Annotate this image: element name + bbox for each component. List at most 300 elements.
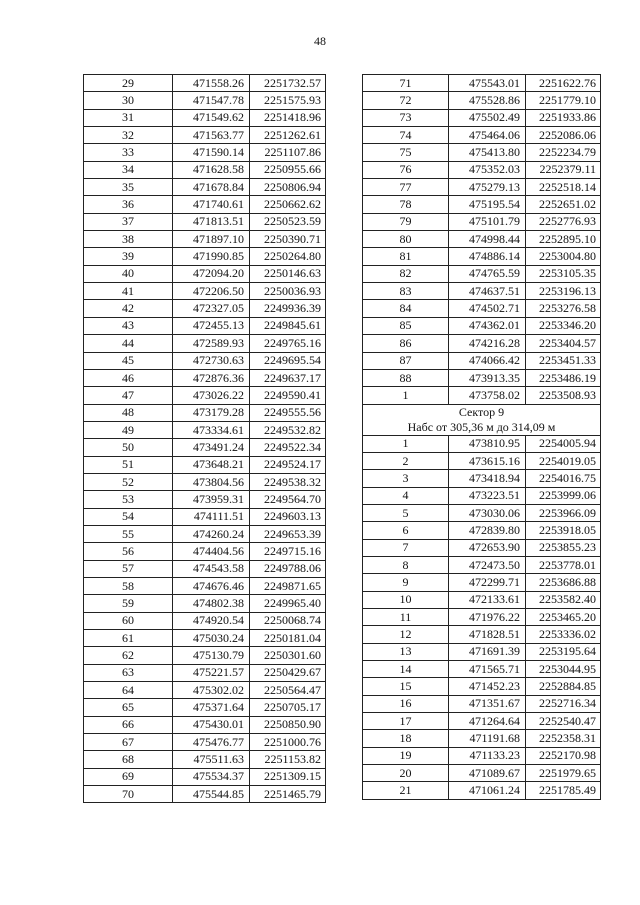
coord-y: 2249603.13 (250, 508, 326, 525)
point-number: 61 (84, 630, 173, 647)
coord-y: 2250264.80 (250, 248, 326, 265)
point-number: 46 (84, 369, 173, 386)
table-row (363, 556, 601, 573)
coord-y: 2253346.20 (526, 317, 601, 334)
coord-y: 2253966.09 (526, 504, 601, 521)
point-number: 9 (363, 574, 449, 591)
coord-y: 2252776.93 (526, 213, 601, 230)
table-row (363, 161, 601, 178)
table-row (84, 404, 326, 421)
table-row (363, 782, 601, 799)
point-number: 14 (363, 661, 449, 678)
coord-x: 475030.24 (173, 630, 250, 647)
coord-x: 474111.51 (173, 508, 250, 525)
table-row (84, 231, 326, 248)
point-number: 7 (363, 539, 449, 556)
coord-x: 472299.71 (449, 574, 526, 591)
table-row (363, 127, 601, 144)
coord-x: 474676.46 (173, 577, 250, 594)
page-number: 48 (314, 34, 326, 48)
coord-x: 473913.35 (449, 369, 526, 386)
coord-y: 2253196.13 (526, 283, 601, 300)
point-number: 72 (363, 92, 449, 109)
point-number: 21 (363, 782, 449, 799)
coord-x: 471061.24 (449, 782, 526, 799)
coordinates-table-right-top (363, 75, 601, 405)
point-number: 39 (84, 248, 173, 265)
coord-x: 475430.01 (173, 716, 250, 733)
coord-y: 2252895.10 (526, 231, 601, 248)
coord-y: 2251309.15 (250, 768, 326, 785)
coord-y: 2252234.79 (526, 144, 601, 161)
point-number: 35 (84, 179, 173, 196)
coord-x: 472653.90 (449, 539, 526, 556)
coord-x: 472589.93 (173, 335, 250, 352)
point-number: 32 (84, 127, 173, 144)
point-number: 81 (363, 248, 449, 265)
coord-y: 2253004.80 (526, 248, 601, 265)
coord-x: 471565.71 (449, 661, 526, 678)
point-number: 13 (363, 643, 449, 660)
table-row (84, 699, 326, 716)
coord-y: 2252518.14 (526, 179, 601, 196)
table-row (84, 283, 326, 300)
table-row (84, 664, 326, 681)
coord-x: 475371.64 (173, 699, 250, 716)
table-row (84, 335, 326, 352)
coord-x: 473615.16 (449, 452, 526, 469)
table-row (363, 283, 601, 300)
coord-y: 2251107.86 (250, 144, 326, 161)
coord-x: 471691.39 (449, 643, 526, 660)
coord-x: 471590.14 (173, 144, 250, 161)
table-row (363, 713, 601, 730)
table-row (363, 539, 601, 556)
point-number: 50 (84, 439, 173, 456)
coord-x: 474920.54 (173, 612, 250, 629)
coord-x: 474765.59 (449, 265, 526, 282)
coord-y: 2253508.93 (526, 387, 601, 404)
coord-y: 2249532.82 (250, 421, 326, 438)
table-row (363, 591, 601, 608)
coord-y: 2254019.05 (526, 452, 601, 469)
point-number: 42 (84, 300, 173, 317)
point-number: 52 (84, 473, 173, 490)
point-number: 6 (363, 522, 449, 539)
coord-y: 2252170.98 (526, 747, 601, 764)
table-row (84, 525, 326, 542)
coord-x: 471628.58 (173, 161, 250, 178)
coord-y: 2253918.05 (526, 522, 601, 539)
point-number: 3 (363, 470, 449, 487)
point-number: 47 (84, 387, 173, 404)
table-row (84, 560, 326, 577)
table-row (84, 75, 326, 92)
sector-header-group (363, 404, 601, 435)
point-number: 87 (363, 352, 449, 369)
coord-y: 2250068.74 (250, 612, 326, 629)
point-number: 55 (84, 525, 173, 542)
table-row (363, 196, 601, 213)
coord-x: 475279.13 (449, 179, 526, 196)
coord-x: 474216.28 (449, 335, 526, 352)
point-number: 59 (84, 595, 173, 612)
table-row (84, 127, 326, 144)
table-row (363, 643, 601, 660)
coord-y: 2252651.02 (526, 196, 601, 213)
coord-y: 2249522.34 (250, 439, 326, 456)
coord-x: 471351.67 (449, 695, 526, 712)
coord-y: 2249788.06 (250, 560, 326, 577)
coord-x: 471133.23 (449, 747, 526, 764)
coord-y: 2253276.58 (526, 300, 601, 317)
coord-y: 2251575.93 (250, 92, 326, 109)
point-number: 71 (363, 75, 449, 92)
coord-x: 472327.05 (173, 300, 250, 317)
point-number: 66 (84, 716, 173, 733)
table-row (363, 452, 601, 469)
point-number: 8 (363, 556, 449, 573)
point-number: 53 (84, 491, 173, 508)
coord-x: 475413.80 (449, 144, 526, 161)
coord-x: 471897.10 (173, 231, 250, 248)
point-number: 62 (84, 647, 173, 664)
coord-x: 471452.23 (449, 678, 526, 695)
coord-y: 2249695.54 (250, 352, 326, 369)
coord-y: 2253044.95 (526, 661, 601, 678)
table-row (84, 595, 326, 612)
coord-y: 2250806.94 (250, 179, 326, 196)
coord-x: 475502.49 (449, 109, 526, 126)
table-row (84, 716, 326, 733)
coord-x: 474260.24 (173, 525, 250, 542)
point-number: 4 (363, 487, 449, 504)
coord-y: 2250036.93 (250, 283, 326, 300)
coord-y: 2253778.01 (526, 556, 601, 573)
coord-y: 2253855.23 (526, 539, 601, 556)
coord-x: 473030.06 (449, 504, 526, 521)
coord-x: 475352.03 (449, 161, 526, 178)
coordinates-table-right (362, 74, 601, 800)
table-row (363, 608, 601, 625)
coord-x: 474637.51 (449, 283, 526, 300)
point-number: 16 (363, 695, 449, 712)
point-number: 67 (84, 734, 173, 751)
coord-y: 2253451.33 (526, 352, 601, 369)
point-number: 38 (84, 231, 173, 248)
coord-x: 472455.13 (173, 317, 250, 334)
point-number: 11 (363, 608, 449, 625)
coord-x: 473810.95 (449, 435, 526, 452)
coord-x: 475543.01 (449, 75, 526, 92)
table-row (363, 387, 601, 404)
table-row (84, 196, 326, 213)
coord-y: 2249871.65 (250, 577, 326, 594)
coord-x: 471976.22 (449, 608, 526, 625)
table-row (363, 470, 601, 487)
table-row (84, 734, 326, 751)
point-number: 49 (84, 421, 173, 438)
coord-x: 474362.01 (449, 317, 526, 334)
coord-x: 473804.56 (173, 473, 250, 490)
table-row (84, 92, 326, 109)
point-number: 40 (84, 265, 173, 282)
table-row (363, 248, 601, 265)
point-number: 2 (363, 452, 449, 469)
table-row (84, 265, 326, 282)
point-number: 88 (363, 369, 449, 386)
coord-x: 471547.78 (173, 92, 250, 109)
table-row (363, 265, 601, 282)
point-number: 10 (363, 591, 449, 608)
coord-y: 2251262.61 (250, 127, 326, 144)
coord-y: 2253999.06 (526, 487, 601, 504)
table-row (84, 577, 326, 594)
coord-y: 2249637.17 (250, 369, 326, 386)
table-row (84, 317, 326, 334)
coord-x: 475544.85 (173, 786, 250, 803)
table-row (84, 630, 326, 647)
coord-x: 472730.63 (173, 352, 250, 369)
table-row (363, 626, 601, 643)
coordinates-table-right-bottom (363, 435, 601, 799)
table-row (84, 369, 326, 386)
coord-y: 2250955.66 (250, 161, 326, 178)
coord-x: 472473.50 (449, 556, 526, 573)
point-number: 78 (363, 196, 449, 213)
coord-y: 2251979.65 (526, 765, 601, 782)
table-row (363, 522, 601, 539)
table-row (363, 487, 601, 504)
coord-y: 2251732.57 (250, 75, 326, 92)
coord-y: 2254016.75 (526, 470, 601, 487)
point-number: 76 (363, 161, 449, 178)
coord-y: 2253465.20 (526, 608, 601, 625)
coord-x: 475511.63 (173, 751, 250, 768)
point-number: 56 (84, 543, 173, 560)
table-row (363, 75, 601, 92)
coord-y: 2249845.61 (250, 317, 326, 334)
coord-x: 472094.20 (173, 265, 250, 282)
coord-y: 2251622.76 (526, 75, 601, 92)
point-number: 73 (363, 109, 449, 126)
table-row (363, 730, 601, 747)
coord-x: 474404.56 (173, 543, 250, 560)
coord-x: 475464.06 (449, 127, 526, 144)
table-row (363, 765, 601, 782)
table-row (363, 574, 601, 591)
coord-x: 475528.86 (449, 92, 526, 109)
point-number: 18 (363, 730, 449, 747)
coord-x: 473648.21 (173, 456, 250, 473)
point-number: 85 (363, 317, 449, 334)
table-row (84, 456, 326, 473)
table-row (363, 335, 601, 352)
coord-y: 2250850.90 (250, 716, 326, 733)
coord-x: 475221.57 (173, 664, 250, 681)
point-number: 54 (84, 508, 173, 525)
coord-y: 2252884.85 (526, 678, 601, 695)
coord-y: 2253195.64 (526, 643, 601, 660)
coord-y: 2249524.17 (250, 456, 326, 473)
table-row (84, 248, 326, 265)
point-number: 65 (84, 699, 173, 716)
point-number: 34 (84, 161, 173, 178)
coord-y: 2250429.67 (250, 664, 326, 681)
table-row (84, 213, 326, 230)
coord-y: 2251153.82 (250, 751, 326, 768)
coord-y: 2251000.76 (250, 734, 326, 751)
point-number: 29 (84, 75, 173, 92)
coord-y: 2250705.17 (250, 699, 326, 716)
table-row (363, 747, 601, 764)
table-row (84, 109, 326, 126)
coord-x: 474886.14 (449, 248, 526, 265)
point-number: 5 (363, 504, 449, 521)
coord-y: 2251779.10 (526, 92, 601, 109)
table-row (363, 144, 601, 161)
coord-y: 2251785.49 (526, 782, 601, 799)
coord-y: 2249538.32 (250, 473, 326, 490)
point-number: 75 (363, 144, 449, 161)
coord-y: 2252086.06 (526, 127, 601, 144)
table-row (84, 543, 326, 560)
point-number: 31 (84, 109, 173, 126)
point-number: 43 (84, 317, 173, 334)
coord-y: 2249715.16 (250, 543, 326, 560)
table-row (363, 369, 601, 386)
coord-y: 2249653.39 (250, 525, 326, 542)
point-number: 15 (363, 678, 449, 695)
coord-y: 2253404.57 (526, 335, 601, 352)
coordinates-table-left-body (84, 75, 326, 803)
table-row (84, 491, 326, 508)
coord-x: 472839.80 (449, 522, 526, 539)
point-number: 12 (363, 626, 449, 643)
table-row (84, 612, 326, 629)
point-number: 37 (84, 213, 173, 230)
table-row (363, 109, 601, 126)
table-row (363, 300, 601, 317)
point-number: 69 (84, 768, 173, 785)
point-number: 84 (363, 300, 449, 317)
coord-x: 471191.68 (449, 730, 526, 747)
table-row (84, 300, 326, 317)
point-number: 79 (363, 213, 449, 230)
coord-y: 2252358.31 (526, 730, 601, 747)
coord-x: 472876.36 (173, 369, 250, 386)
coord-x: 471558.26 (173, 75, 250, 92)
table-row (363, 213, 601, 230)
point-number: 63 (84, 664, 173, 681)
table-row (363, 661, 601, 678)
point-number: 80 (363, 231, 449, 248)
table-row (84, 421, 326, 438)
point-number: 64 (84, 682, 173, 699)
coord-x: 475130.79 (173, 647, 250, 664)
coord-x: 471678.84 (173, 179, 250, 196)
point-number: 83 (363, 283, 449, 300)
point-number: 45 (84, 352, 173, 369)
point-number: 33 (84, 144, 173, 161)
coord-y: 2253486.19 (526, 369, 601, 386)
coord-y: 2249564.70 (250, 491, 326, 508)
point-number: 58 (84, 577, 173, 594)
table-row (363, 504, 601, 521)
point-number: 17 (363, 713, 449, 730)
table-row (84, 786, 326, 803)
table-row (84, 473, 326, 490)
table-row (84, 144, 326, 161)
coord-y: 2254005.94 (526, 435, 601, 452)
coord-y: 2251933.86 (526, 109, 601, 126)
coord-x: 471828.51 (449, 626, 526, 643)
coord-y: 2253336.02 (526, 626, 601, 643)
table-row (84, 751, 326, 768)
coord-x: 474502.71 (449, 300, 526, 317)
coord-x: 475195.54 (449, 196, 526, 213)
table-row (84, 682, 326, 699)
coord-x: 473758.02 (449, 387, 526, 404)
table-row (363, 92, 601, 109)
coord-x: 475302.02 (173, 682, 250, 699)
coord-y: 2249936.39 (250, 300, 326, 317)
point-number: 60 (84, 612, 173, 629)
table-row (363, 678, 601, 695)
coord-x: 472133.61 (449, 591, 526, 608)
coord-x: 472206.50 (173, 283, 250, 300)
table-row (84, 352, 326, 369)
coord-y: 2249765.16 (250, 335, 326, 352)
coord-y: 2250390.71 (250, 231, 326, 248)
table-row (84, 179, 326, 196)
table-row (84, 161, 326, 178)
table-row (363, 435, 601, 452)
coord-y: 2250523.59 (250, 213, 326, 230)
coord-x: 475534.37 (173, 768, 250, 785)
table-row (363, 179, 601, 196)
coord-x: 474543.58 (173, 560, 250, 577)
point-number: 70 (84, 786, 173, 803)
sector-title-row (363, 404, 601, 420)
coord-x: 473334.61 (173, 421, 250, 438)
coord-x: 471089.67 (449, 765, 526, 782)
point-number: 41 (84, 283, 173, 300)
point-number: 82 (363, 265, 449, 282)
coord-y: 2249555.56 (250, 404, 326, 421)
point-number: 77 (363, 179, 449, 196)
point-number: 1 (363, 435, 449, 452)
coord-x: 474802.38 (173, 595, 250, 612)
coord-x: 471990.85 (173, 248, 250, 265)
coord-y: 2253582.40 (526, 591, 601, 608)
coord-x: 475476.77 (173, 734, 250, 751)
table-row (363, 231, 601, 248)
coord-y: 2253686.88 (526, 574, 601, 591)
table-row (84, 647, 326, 664)
point-number: 19 (363, 747, 449, 764)
coord-x: 471264.64 (449, 713, 526, 730)
coord-x: 474998.44 (449, 231, 526, 248)
coord-x: 473959.31 (173, 491, 250, 508)
point-number: 51 (84, 456, 173, 473)
point-number: 20 (363, 765, 449, 782)
coord-x: 471813.51 (173, 213, 250, 230)
coord-x: 471740.61 (173, 196, 250, 213)
table-row (363, 352, 601, 369)
coord-y: 2250564.47 (250, 682, 326, 699)
point-number: 57 (84, 560, 173, 577)
